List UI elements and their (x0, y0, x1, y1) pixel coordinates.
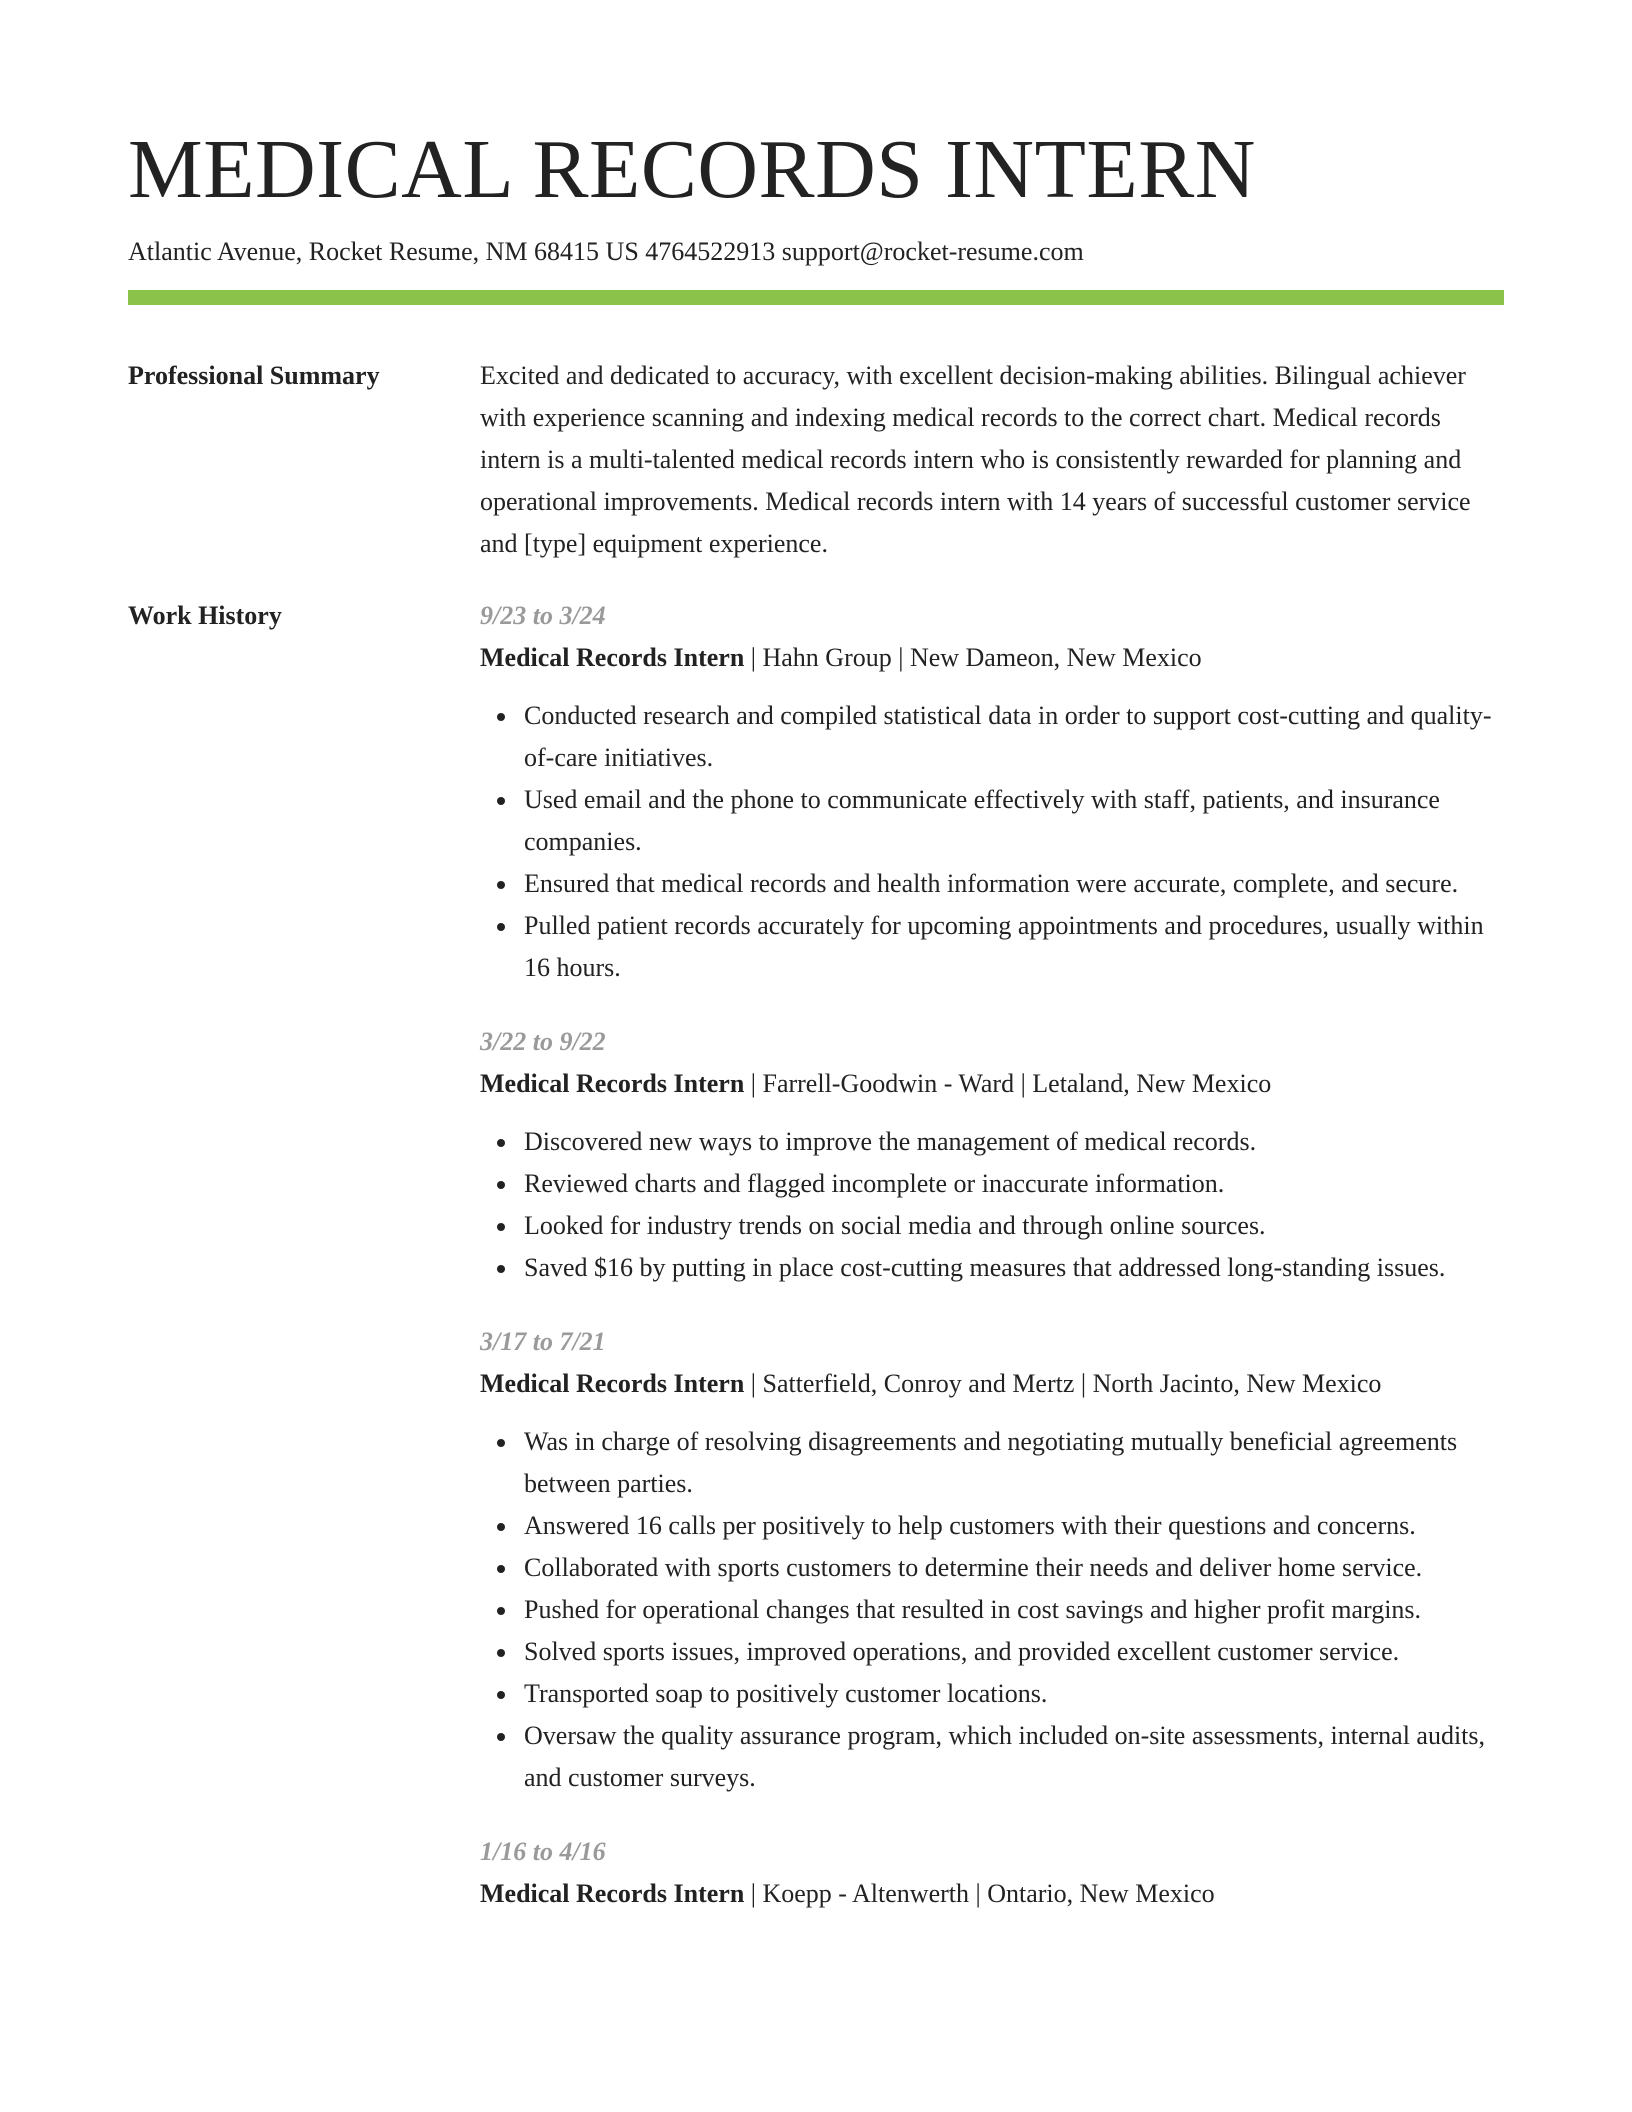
contact-email: support@rocket-resume.com (781, 237, 1084, 266)
job-entry (480, 1831, 1504, 1915)
job-bullet: Was in charge of resolving disagreements and negotiating mutually beneficial agreements between parties. (524, 1421, 1504, 1505)
job-company-location: | Hahn Group | New Dameon, New Mexico (744, 643, 1202, 672)
job-bullet-list (480, 1421, 1504, 1799)
job-heading (480, 1363, 1504, 1405)
job-bullet: Looked for industry trends on social media and through online sources. (524, 1205, 1504, 1247)
job-dates: 3/22 to 9/22 (480, 1027, 606, 1056)
job-dates: 1/16 to 4/16 (480, 1837, 606, 1866)
job-bullet: Ensured that medical records and health information were accurate, complete, and secure. (524, 863, 1504, 905)
job-entry (480, 1021, 1504, 1289)
job-bullet: Transported soap to positively customer locations. (524, 1673, 1504, 1715)
job-entry (480, 1321, 1504, 1799)
job-company-location: | Farrell-Goodwin - Ward | Letaland, New Mexico (744, 1069, 1272, 1098)
resume-page (128, 0, 1504, 1947)
section-label-work-history: Work History (128, 601, 282, 630)
contact-phone: 4764522913 (645, 237, 776, 266)
job-company-location: | Satterfield, Conroy and Mertz | North Jacinto, New Mexico (744, 1369, 1382, 1398)
contact-address: Atlantic Avenue, Rocket Resume, NM 68415 US (128, 237, 639, 266)
job-heading (480, 637, 1504, 679)
job-bullet: Pulled patient records accurately for upcoming appointments and procedures, usually within 16 hours. (524, 905, 1504, 989)
job-title: Medical Records Intern (480, 1069, 745, 1098)
job-dates: 9/23 to 3/24 (480, 601, 606, 630)
job-bullet-list (480, 1121, 1504, 1289)
job-bullet: Reviewed charts and flagged incomplete or inaccurate information. (524, 1163, 1504, 1205)
job-bullet: Pushed for operational changes that resulted in cost savings and higher profit margins. (524, 1589, 1504, 1631)
work-history-section (128, 595, 1504, 1947)
job-title: Medical Records Intern (480, 1879, 745, 1908)
header-divider (128, 290, 1504, 305)
job-bullet: Answered 16 calls per positively to help customers with their questions and concerns. (524, 1505, 1504, 1547)
job-title: Medical Records Intern (480, 643, 745, 672)
job-bullet: Discovered new ways to improve the management of medical records. (524, 1121, 1504, 1163)
job-bullet: Oversaw the quality assurance program, which included on-site assessments, internal audits, and customer surveys. (524, 1715, 1504, 1799)
section-label-summary: Professional Summary (128, 361, 380, 390)
job-bullet-list (480, 695, 1504, 989)
summary-body (480, 355, 1504, 565)
job-bullet: Conducted research and compiled statistical data in order to support cost-cutting and quality-of-care initiatives. (524, 695, 1504, 779)
job-bullet: Saved $16 by putting in place cost-cutting measures that addressed long-standing issues. (524, 1247, 1504, 1289)
job-heading (480, 1873, 1504, 1915)
job-bullet: Solved sports issues, improved operations, and provided excellent customer service. (524, 1631, 1504, 1673)
resume-title: MEDICAL RECORDS INTERN (128, 123, 1256, 216)
summary-text: Excited and dedicated to accuracy, with excellent decision-making abilities. Bilingual achiever with experience scanning and indexing medical records to the correct chart. Medical records intern is a multi-talented medical records intern who is consistently rewarded for planning and operational improvements. Medical records intern with 14 years of successful customer service and [type] equipment experience. (480, 361, 1471, 558)
job-bullet: Collaborated with sports customers to determine their needs and deliver home service. (524, 1547, 1504, 1589)
job-company-location: | Koepp - Altenwerth | Ontario, New Mexico (744, 1879, 1215, 1908)
job-heading (480, 1063, 1504, 1105)
job-bullet: Used email and the phone to communicate effectively with staff, patients, and insurance companies. (524, 779, 1504, 863)
work-history-body (480, 595, 1504, 1947)
job-entry (480, 595, 1504, 989)
job-title: Medical Records Intern (480, 1369, 745, 1398)
job-dates: 3/17 to 7/21 (480, 1327, 606, 1356)
contact-line (128, 236, 1504, 268)
professional-summary-section (128, 355, 1504, 565)
